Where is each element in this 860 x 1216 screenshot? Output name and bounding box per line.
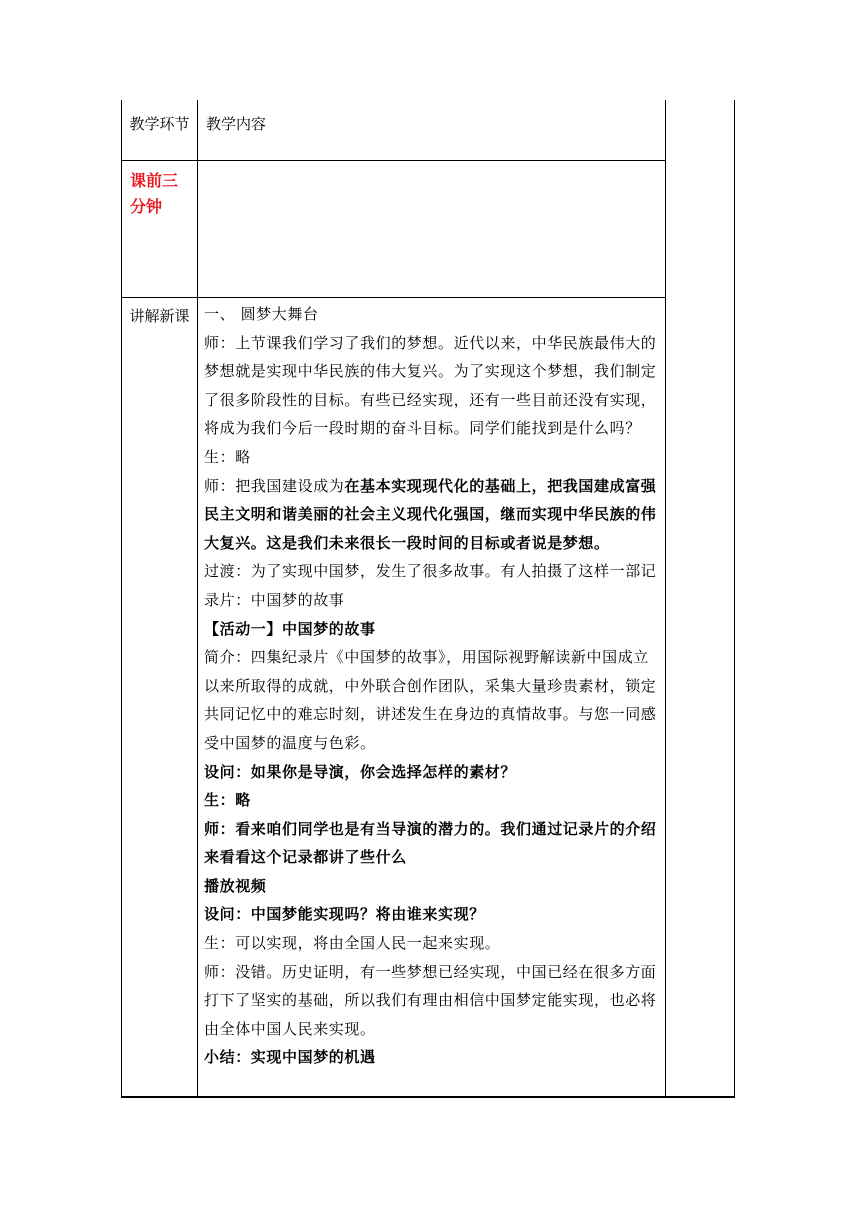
activity-heading [204, 615, 659, 644]
section-heading [204, 300, 659, 329]
warmup-stage-cell [122, 161, 198, 298]
warmup-notes-cell [666, 161, 735, 298]
lesson-plan-table [121, 100, 735, 1098]
teacher-comment-text: 师：看来咱们同学也是有当导演的潜力的。我们通过记录片的介绍来看看这个记录都讲了些什么 [204, 819, 657, 867]
student-reply-2-text: 生：略 [204, 791, 251, 810]
header-cell-content [198, 100, 666, 161]
activity-heading-text: 【活动一】中国梦的故事 [204, 619, 376, 638]
play-video [204, 872, 659, 901]
header-stage-label: 教学环节 [129, 115, 190, 133]
teacher-comment [204, 815, 659, 872]
new-lesson-row [122, 298, 735, 1098]
question-director-text: 设问：如果你是导演，你会选择怎样的素材？ [204, 762, 517, 781]
student-answer-text: 生：可以实现，将由全国人民一起来实现。 [204, 934, 501, 953]
warmup-stage-label: 课前三分钟 [130, 171, 179, 216]
warmup-content-cell [198, 161, 666, 298]
play-video-text: 播放视频 [204, 876, 267, 895]
question-realize-text: 设问：中国梦能实现吗？将由谁来实现？ [204, 905, 485, 924]
student-answer [204, 929, 659, 958]
teacher-intro-text: 师：上节课我们学习了我们的梦想。近代以来，中华民族最伟大的梦想就是实现中华民族的伟大复兴。为了实现这个梦想，我们制定了很多阶段性的目标。有些已经实现，还有一些目前还没有实现，将成为我们今后一段时期的奋斗目标。同学们能找到是什么吗？ [204, 333, 657, 438]
header-cell-notes [666, 100, 735, 161]
transition [204, 557, 659, 614]
teacher-intro [204, 329, 659, 443]
header-content-label: 教学内容 [206, 115, 267, 133]
teacher-goal-lead: 师：把我国建设成为 [204, 476, 345, 495]
student-reply-2 [204, 786, 659, 815]
documentary-intro-text: 简介：四集纪录片《中国梦的故事》，用国际视野解读新中国成立以来所取得的成就，中外联合创作团队，采集大量珍贵素材，锁定共同记忆中的难忘时刻，讲述发生在身边的真情故事。与您一同感受中国梦的温度与色彩。 [204, 648, 657, 752]
warmup-row [122, 161, 735, 298]
summary [204, 1043, 659, 1072]
new-lesson-stage-cell [122, 298, 198, 1098]
teacher-goal-bold: 在基本实现现代化的基础上，把我国建成富强民主文明和谐美丽的社会主义现代化强国，继而实现中华民族的伟大复兴。这是我们未来很长一段时间的目标或者说是梦想。 [204, 476, 657, 552]
question-realize [204, 900, 659, 929]
teacher-conclusion-text: 师：没错。历史证明，有一些梦想已经实现，中国已经在很多方面打下了坚实的基础，所以我们有理由相信中国梦定能实现，也必将由全体中国人民来实现。 [204, 962, 657, 1038]
summary-text: 小结：实现中国梦的机遇 [204, 1048, 376, 1067]
table-header-row [122, 100, 735, 161]
student-reply [204, 443, 659, 472]
lesson-content [198, 298, 665, 1072]
teacher-conclusion [204, 958, 659, 1044]
teacher-goal [204, 472, 659, 558]
header-cell-stage [122, 100, 198, 161]
documentary-intro [204, 643, 659, 757]
section-heading-text: 一、 圆梦大舞台 [204, 305, 319, 323]
new-lesson-notes-cell [666, 298, 735, 1098]
new-lesson-content-cell [198, 298, 666, 1098]
new-lesson-stage-label: 讲解新课 [129, 307, 190, 325]
student-reply-text: 生：略 [204, 447, 251, 466]
transition-text: 过渡：为了实现中国梦，发生了很多故事。有人拍摄了这样一部记录片：中国梦的故事 [204, 562, 657, 609]
question-director [204, 758, 659, 787]
